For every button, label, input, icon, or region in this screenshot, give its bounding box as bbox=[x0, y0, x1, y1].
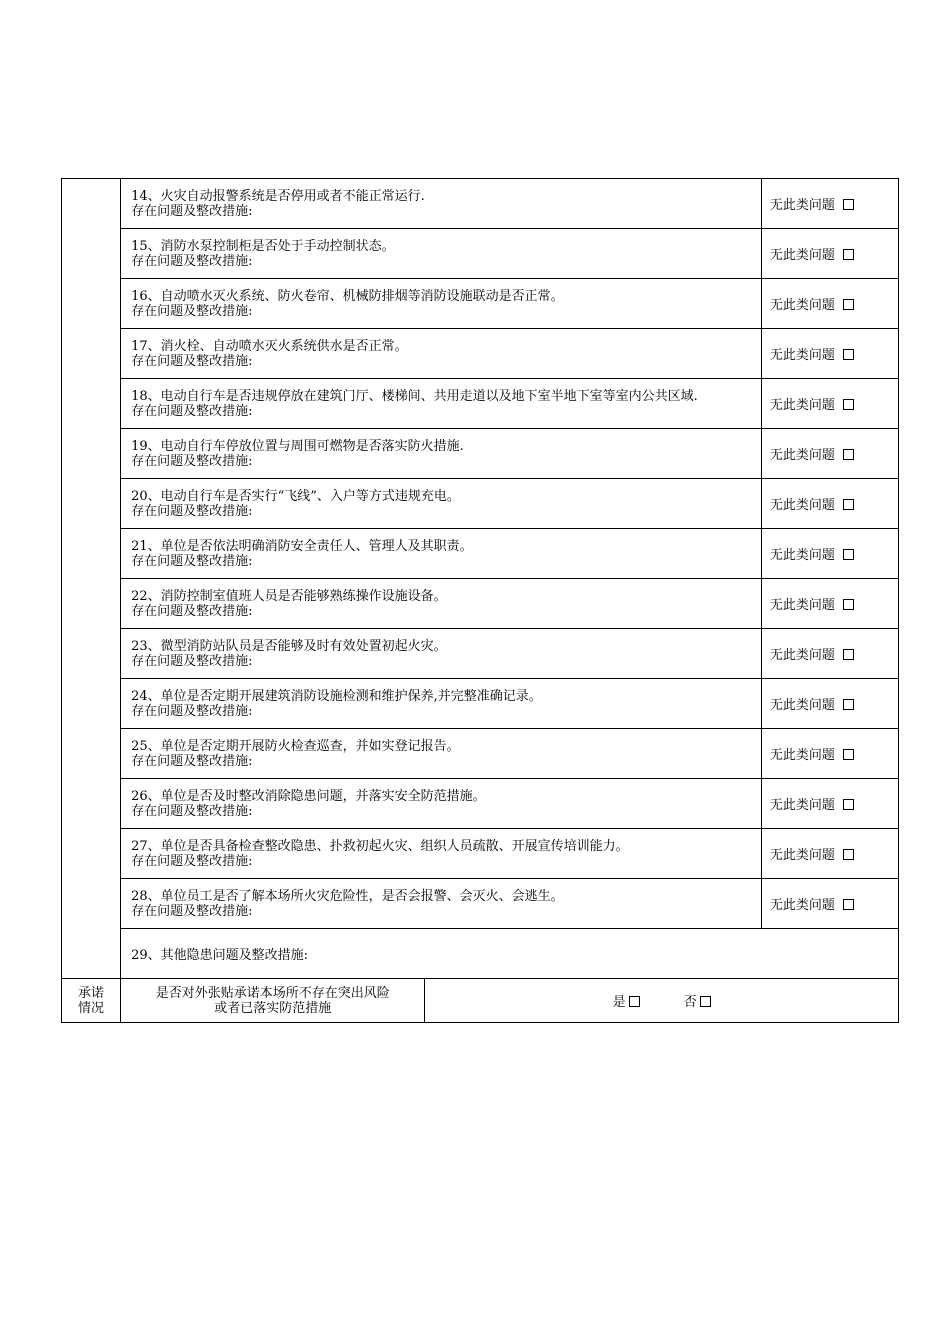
question-text: 25、单位是否定期开展防火检查巡查，并如实登记报告。 bbox=[131, 738, 460, 754]
no-issue-option[interactable] bbox=[761, 479, 898, 529]
question-text: 16、自动喷水灭火系统、防火卷帘、机械防排烟等消防设施联动是否正常。 bbox=[131, 288, 564, 304]
measures-label: 存在问题及整改措施: bbox=[131, 603, 253, 619]
checkbox-icon[interactable] bbox=[843, 599, 854, 610]
no-issue-option[interactable] bbox=[761, 229, 898, 279]
yes-label: 是 bbox=[612, 995, 626, 1010]
question-cell bbox=[121, 379, 762, 429]
no-issue-label: 无此类问题 bbox=[769, 648, 835, 663]
table-row bbox=[62, 279, 899, 329]
measures-label: 存在问题及整改措施: bbox=[131, 303, 253, 319]
question-text: 20、电动自行车是否实行“飞线”、入户等方式违规充电。 bbox=[131, 488, 460, 504]
no-issue-option[interactable] bbox=[761, 329, 898, 379]
checkbox-icon[interactable] bbox=[843, 699, 854, 710]
no-issue-label: 无此类问题 bbox=[769, 348, 835, 363]
no-issue-option[interactable] bbox=[761, 679, 898, 729]
table-row bbox=[62, 579, 899, 629]
measures-label: 存在问题及整改措施: bbox=[131, 753, 253, 769]
no-issue-label: 无此类问题 bbox=[769, 748, 835, 763]
question-cell bbox=[121, 579, 762, 629]
table-row bbox=[62, 829, 899, 879]
commitment-question-line: 或者已落实防范措施 bbox=[214, 1000, 332, 1016]
no-issue-option[interactable] bbox=[761, 429, 898, 479]
no-issue-option[interactable] bbox=[761, 179, 898, 229]
question-cell bbox=[121, 229, 762, 279]
checkbox-icon[interactable] bbox=[700, 996, 711, 1007]
commitment-question bbox=[121, 979, 425, 1023]
other-issues-cell bbox=[121, 929, 899, 979]
no-issue-label: 无此类问题 bbox=[769, 248, 835, 263]
no-issue-option[interactable] bbox=[761, 579, 898, 629]
measures-label: 存在问题及整改措施: bbox=[131, 553, 253, 569]
table-row bbox=[62, 379, 899, 429]
no-issue-option[interactable] bbox=[761, 529, 898, 579]
measures-label: 存在问题及整改措施: bbox=[131, 803, 253, 819]
no-issue-label: 无此类问题 bbox=[769, 798, 835, 813]
question-cell bbox=[121, 429, 762, 479]
table-row bbox=[62, 229, 899, 279]
checkbox-icon[interactable] bbox=[629, 996, 640, 1007]
question-text: 19、电动自行车停放位置与周围可燃物是否落实防火措施. bbox=[131, 438, 464, 454]
measures-label: 存在问题及整改措施: bbox=[131, 353, 253, 369]
question-text: 22、消防控制室值班人员是否能够熟练操作设施设备。 bbox=[131, 588, 447, 604]
inspection-table bbox=[61, 178, 899, 1023]
commitment-question-line: 是否对外张贴承诺本场所不存在突出风险 bbox=[155, 985, 390, 1001]
question-text: 14、火灾自动报警系统是否停用或者不能正常运行. bbox=[131, 188, 425, 204]
table-row bbox=[62, 679, 899, 729]
question-text: 21、单位是否依法明确消防安全责任人、管理人及其职责。 bbox=[131, 538, 473, 554]
question-cell bbox=[121, 529, 762, 579]
table-row bbox=[62, 479, 899, 529]
no-issue-label: 无此类问题 bbox=[769, 298, 835, 313]
checkbox-icon[interactable] bbox=[843, 349, 854, 360]
question-text: 26、单位是否及时整改消除隐患问题，并落实安全防范措施。 bbox=[131, 788, 486, 804]
no-issue-option[interactable] bbox=[761, 279, 898, 329]
checkbox-icon[interactable] bbox=[843, 449, 854, 460]
no-issue-option[interactable] bbox=[761, 779, 898, 829]
measures-label: 存在问题及整改措施: bbox=[131, 903, 253, 919]
commitment-answer bbox=[425, 979, 899, 1023]
table-row bbox=[62, 529, 899, 579]
no-issue-label: 无此类问题 bbox=[769, 598, 835, 613]
no-issue-option[interactable] bbox=[761, 629, 898, 679]
no-issue-label: 无此类问题 bbox=[769, 498, 835, 513]
table-row bbox=[62, 879, 899, 929]
no-issue-option[interactable] bbox=[761, 729, 898, 779]
question-text: 23、微型消防站队员是否能够及时有效处置初起火灾。 bbox=[131, 638, 447, 654]
no-issue-label: 无此类问题 bbox=[769, 848, 835, 863]
question-cell bbox=[121, 779, 762, 829]
no-issue-label: 无此类问题 bbox=[769, 698, 835, 713]
measures-label: 存在问题及整改措施: bbox=[131, 853, 253, 869]
checkbox-icon[interactable] bbox=[843, 549, 854, 560]
no-issue-option[interactable] bbox=[761, 829, 898, 879]
checkbox-icon[interactable] bbox=[843, 299, 854, 310]
other-issues-label: 29、其他隐患问题及整改措施: bbox=[131, 948, 308, 963]
question-text: 18、电动自行车是否违规停放在建筑门厅、楼梯间、共用走道以及地下室半地下室等室内公共区域. bbox=[131, 388, 698, 404]
checkbox-icon[interactable] bbox=[843, 899, 854, 910]
question-cell bbox=[121, 879, 762, 929]
table-row bbox=[62, 729, 899, 779]
measures-label: 存在问题及整改措施: bbox=[131, 403, 253, 419]
table-row bbox=[62, 329, 899, 379]
measures-label: 存在问题及整改措施: bbox=[131, 253, 253, 269]
question-cell bbox=[121, 829, 762, 879]
question-cell bbox=[121, 329, 762, 379]
question-text: 17、消火栓、自动喷水灭火系统供水是否正常。 bbox=[131, 338, 408, 354]
question-text: 27、单位是否具备检查整改隐患、扑救初起火灾、组织人员疏散、开展宣传培训能力。 bbox=[131, 838, 629, 854]
no-issue-label: 无此类问题 bbox=[769, 198, 835, 213]
commitment-row bbox=[62, 979, 899, 1023]
no-issue-label: 无此类问题 bbox=[769, 398, 835, 413]
checkbox-icon[interactable] bbox=[843, 199, 854, 210]
table-row bbox=[62, 179, 899, 229]
no-issue-option[interactable] bbox=[761, 879, 898, 929]
measures-label: 存在问题及整改措施: bbox=[131, 703, 253, 719]
other-issues-row bbox=[62, 929, 899, 979]
measures-label: 存在问题及整改措施: bbox=[131, 203, 253, 219]
measures-label: 存在问题及整改措施: bbox=[131, 653, 253, 669]
table-row bbox=[62, 429, 899, 479]
no-issue-label: 无此类问题 bbox=[769, 898, 835, 913]
no-label: 否 bbox=[683, 995, 697, 1010]
question-cell bbox=[121, 629, 762, 679]
commitment-label-line: 情况 bbox=[78, 1000, 105, 1016]
yes-option[interactable] bbox=[613, 991, 640, 1010]
table-row bbox=[62, 779, 899, 829]
checkbox-icon[interactable] bbox=[843, 649, 854, 660]
commitment-label bbox=[62, 979, 121, 1023]
checkbox-icon[interactable] bbox=[843, 399, 854, 410]
question-cell bbox=[121, 279, 762, 329]
question-cell bbox=[121, 179, 762, 229]
no-issue-label: 无此类问题 bbox=[769, 548, 835, 563]
question-cell bbox=[121, 729, 762, 779]
checkbox-icon[interactable] bbox=[843, 749, 854, 760]
no-issue-option[interactable] bbox=[761, 379, 898, 429]
no-option[interactable] bbox=[684, 991, 711, 1010]
checkbox-icon[interactable] bbox=[843, 499, 854, 510]
question-cell bbox=[121, 479, 762, 529]
measures-label: 存在问题及整改措施: bbox=[131, 503, 253, 519]
table-row bbox=[62, 629, 899, 679]
measures-label: 存在问题及整改措施: bbox=[131, 453, 253, 469]
category-cell bbox=[62, 179, 121, 979]
question-text: 28、单位员工是否了解本场所火灾危险性，是否会报警、会灭火、会逃生。 bbox=[131, 888, 564, 904]
no-issue-label: 无此类问题 bbox=[769, 448, 835, 463]
checkbox-icon[interactable] bbox=[843, 249, 854, 260]
question-cell bbox=[121, 679, 762, 729]
checkbox-icon[interactable] bbox=[843, 849, 854, 860]
commitment-label-line: 承诺 bbox=[78, 985, 105, 1001]
checkbox-icon[interactable] bbox=[843, 799, 854, 810]
question-text: 24、单位是否定期开展建筑消防设施检测和维护保养,并完整准确记录。 bbox=[131, 688, 542, 704]
question-text: 15、消防水泵控制柜是否处于手动控制状态。 bbox=[131, 238, 395, 254]
